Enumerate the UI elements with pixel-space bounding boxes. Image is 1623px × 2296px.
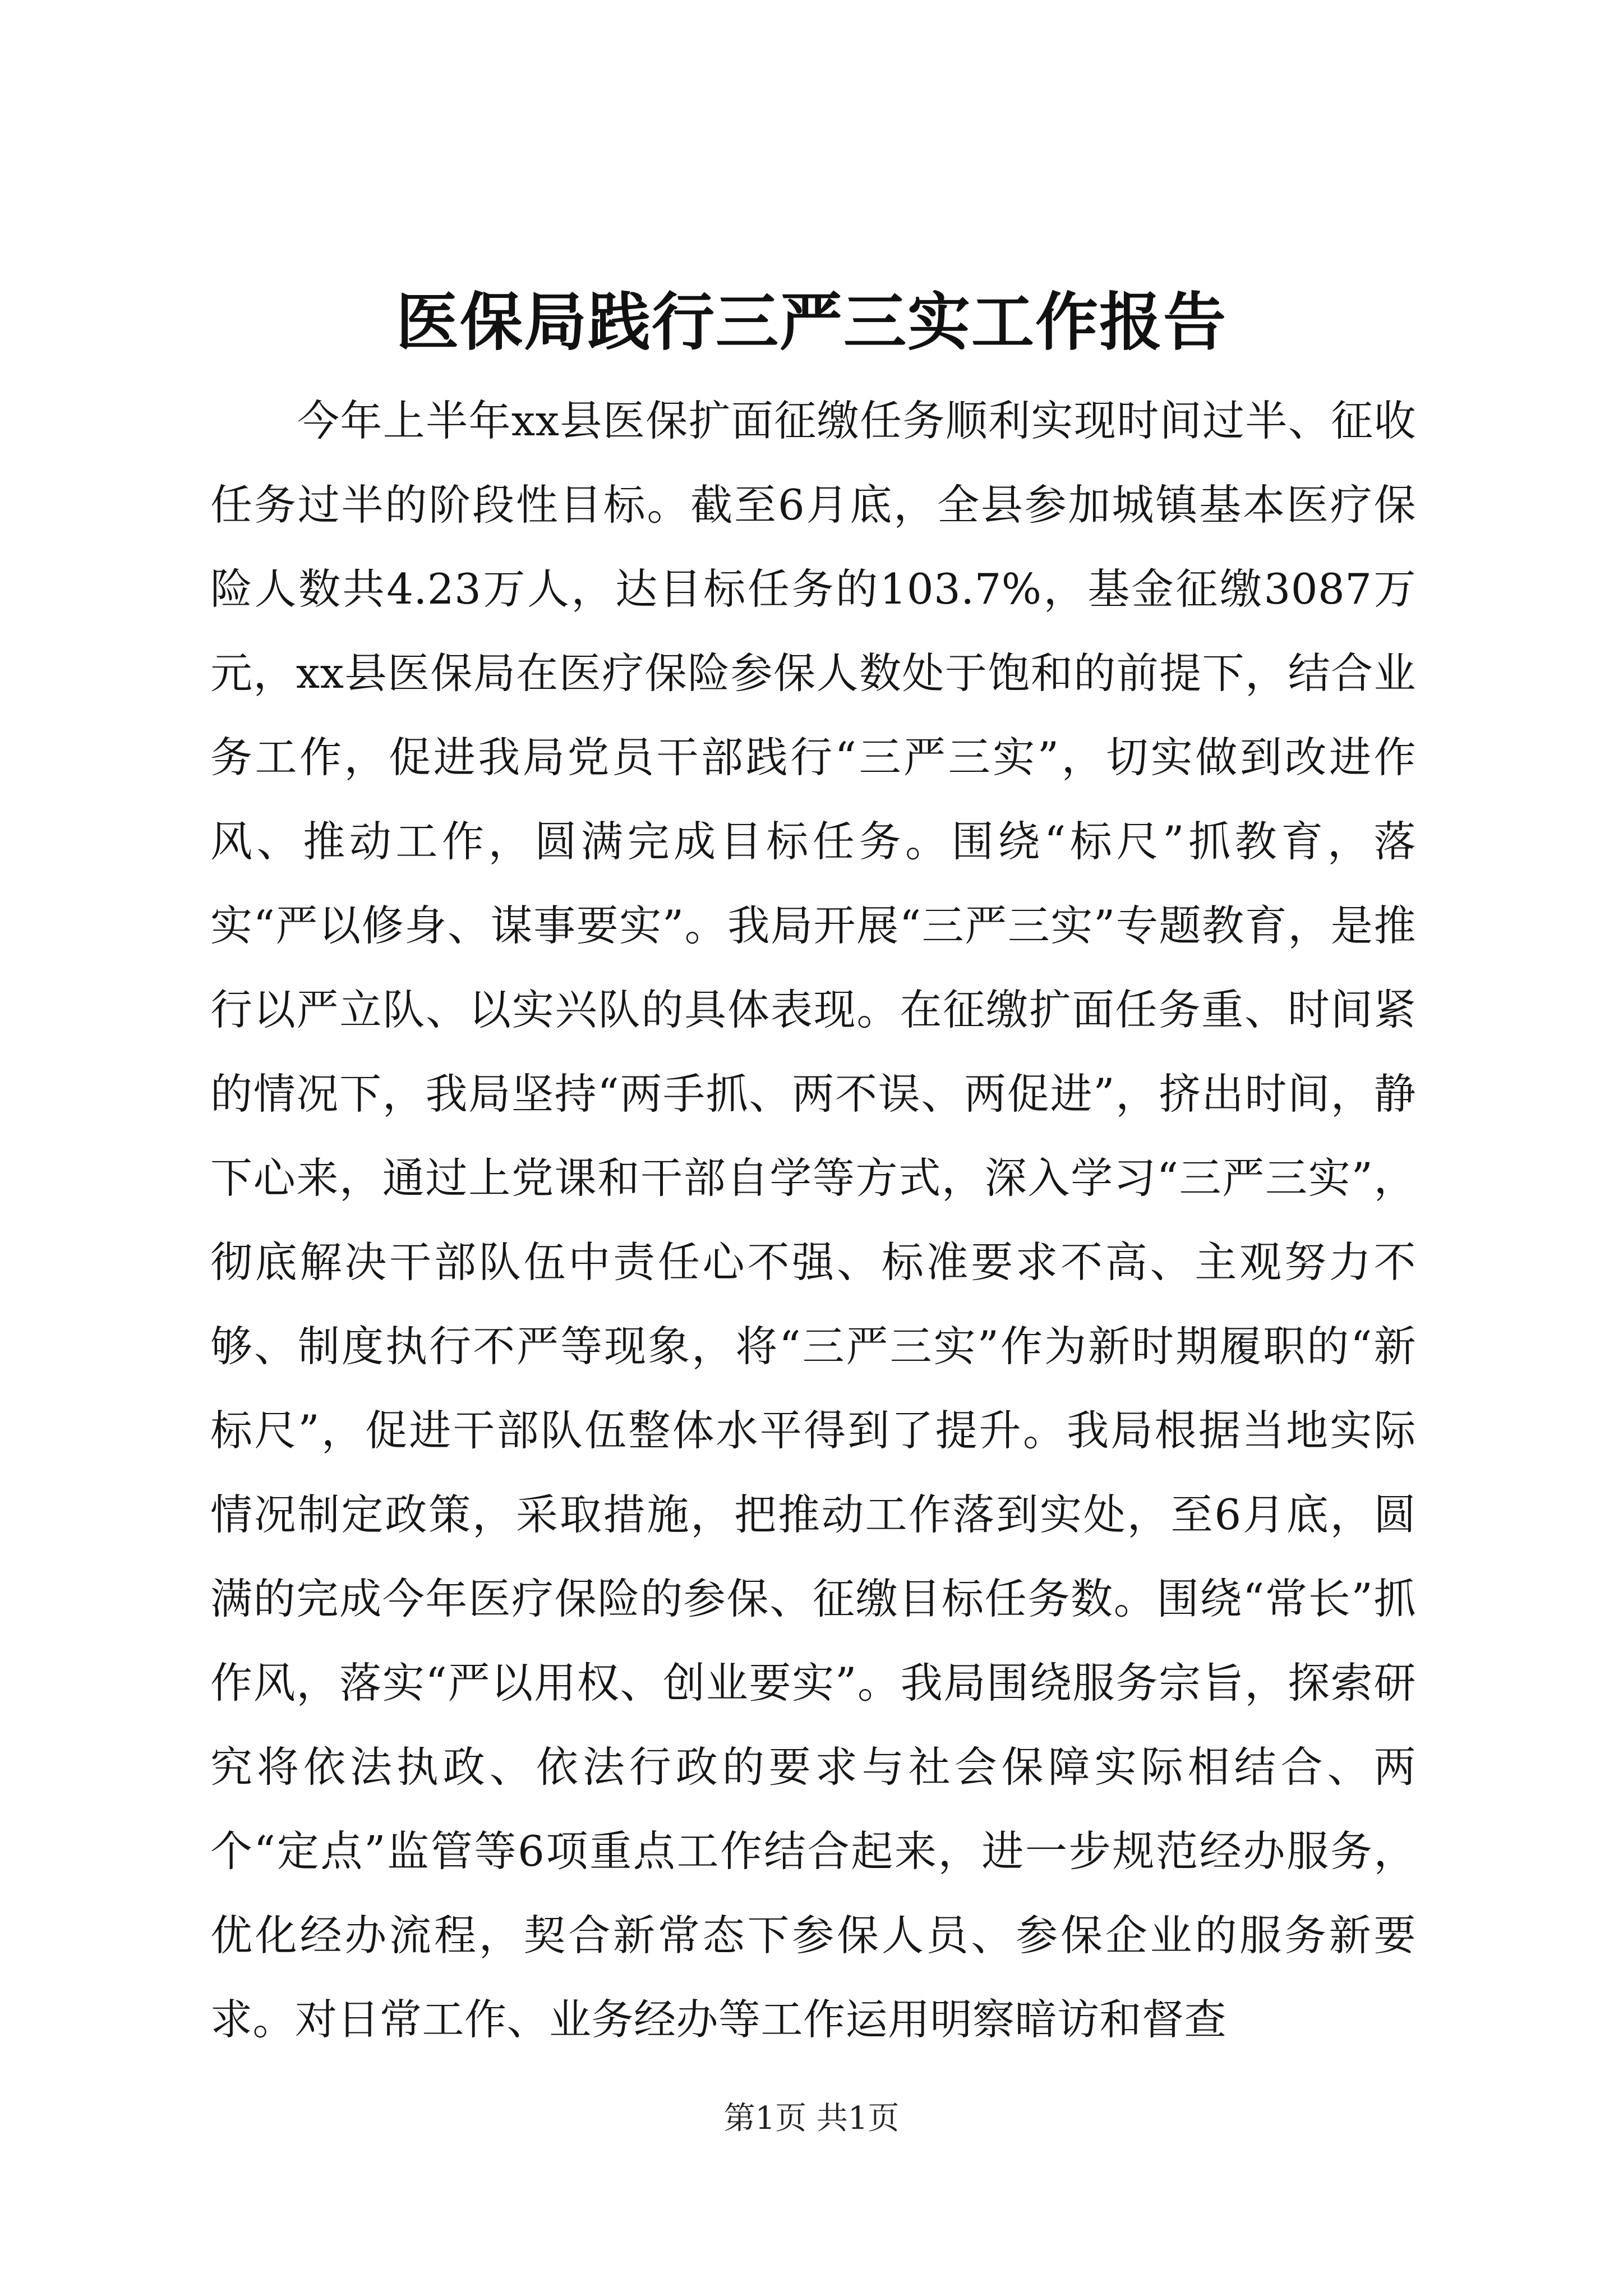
document-body-paragraph: 今年上半年xx县医保扩面征缴任务顺利实现时间过半、征收任务过半的阶段性目标。截至6月底，全县参加城镇基本医疗保险人数共4.23万人，达目标任务的103.7%，基金征缴3087万元，xx县医保局在医疗保险参保人数处于饱和的前提下，结合业务工作，促进我局党员干部践行“三严三实”，切实做到改进作风、推动工作，圆满完成目标任务。围绕“标尺”抓教育，落实“严以修身、谋事要实”。我局开展“三严三实”专题教育，是推行以严立队、以实兴队的具体表现。在征缴扩面任务重、时间紧的情况下，我局坚持“两手抓、两不误、两促进”，挤出时间，静下心来，通过上党课和干部自学等方式，深入学习“三严三实”，彻底解决干部队伍中责任心不强、标准要求不高、主观努力不够、制度执行不严等现象，将“三严三实”作为新时期履职的“新标尺”，促进干部队伍整体水平得到了提升。我局根据当地实际情况制定政策，采取措施，把推动工作落到实处，至6月底，圆满的完成今年医疗保险的参保、征缴目标任务数。围绕“常长”抓作风，落实“严以用权、创业要实”。我局围绕服务宗旨，探索研究将依法执政、依法行政的要求与社会保障实际相结合、两个“定点”监管等6项重点工作结合起来，进一步规范经办服务，优化经办流程，契合新常态下参保人员、参保企业的服务新要求。对日常工作、业务经办等工作运用明察暗访和督查 bbox=[210, 396, 1416, 2044]
document-title: 医保局践行三严三实工作报告 bbox=[396, 286, 1227, 359]
page-footer: 第1页 共1页 bbox=[723, 2100, 900, 2137]
